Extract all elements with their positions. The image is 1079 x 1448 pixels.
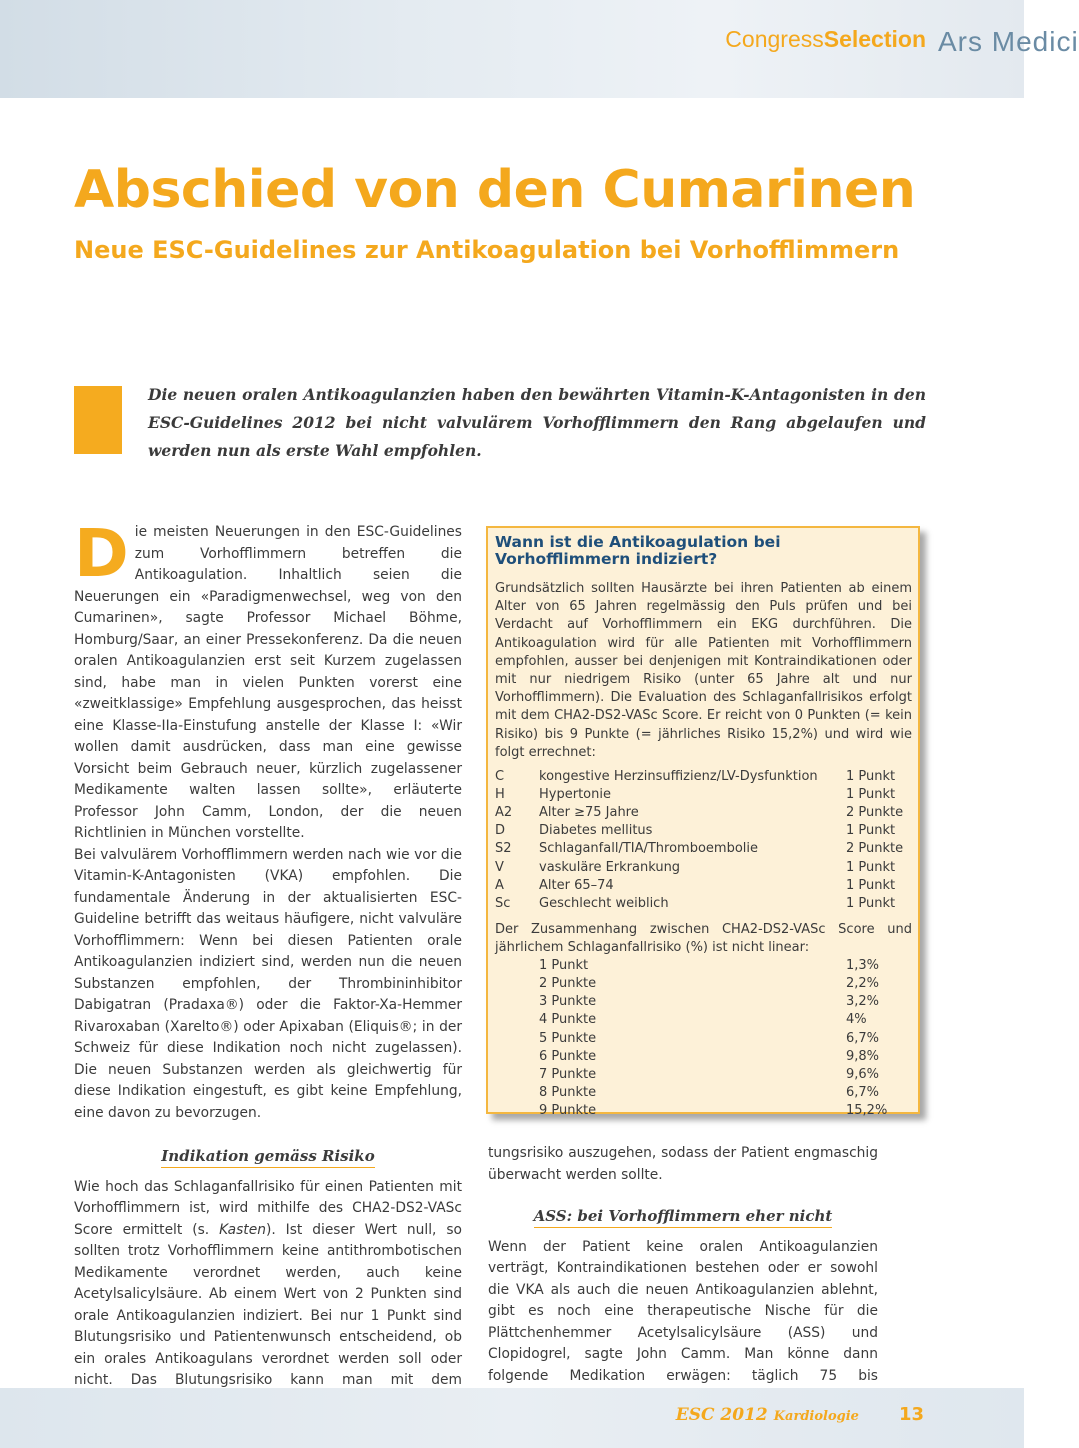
p3-kasten-ref: Kasten [219,1221,266,1238]
article-subtitle: Neue ESC-Guidelines zur Antikoagulation bei Vorhofflimmern [74,236,900,264]
score-key: H [495,787,505,803]
subhead-indikation: Indikation gemäss Risiko [161,1146,374,1168]
subhead-ass: ASS: bei Vorhofflimmern eher nicht [534,1206,833,1228]
risk-indent [495,1102,539,1120]
risk-value: 2,2% [846,976,880,992]
risk-points: 5 Punkte [539,1030,597,1046]
risk-points: 4 Punkte [539,1012,597,1028]
risk-points: 3 Punkte [539,994,597,1010]
score-row [495,786,903,804]
paragraph-2: Bei valvulärem Vorhofflimmern werden nach wie vor die Vitamin-K-Antagonisten (VKA) empfohlen. Die fundamentale Änderung in der aktualisierten ESC-Guideline betrifft das weitaus häufigere, nicht valvuläre Vorhofflimmern: Wenn bei diesen Patienten orale Antikoagulanzien indiziert sind, werden nun die neuen Substanzen empfohlen, der Thrombininhibitor Dabigatran (Pradaxa®) oder die Faktor-Xa-Hemmer Rivaroxaban (Xarelto®) oder Apixaban (Eliquis®; in der Schweiz für diese Indikation noch nicht zugelassen). Die neuen Substanzen werden als gleichwertig für diese Indikation eingestuft, es gibt keine Empfehlung, eine davon zu bevorzugen. [74,846,462,1121]
box-intro: Grundsätzlich sollten Hausärzte bei ihren Patienten ab einem Alter von 65 Jahren regelmässig den Puls prüfen und bei Verdacht auf Vorhofflimmern ein EKG durchführen. Die Antikoagulation wird für alle Patienten mit Vorhofflimmern empfohlen, ausser bei denjenigen mit Kontraindikationen oder mit nur niedrigem Risiko (unter 65 Jahre alt und nur Vorhofflimmern). Die Evaluation des Schlaganfallrisikos erfolgt mit dem CHA2-DS2-VASc Score. Er reicht von 0 Punkten (= kein Risiko) bis 9 Punkte (= jährliches Risiko 15,2%) und wird wie folgt errechnet: [495,581,912,760]
risk-indent [495,993,539,1011]
p3-text-b: ). Ist dieser Wert null, so sollten trotz Vorhofflimmern keine antithrombotischen Medikamente verordnet werden, auch keine Acetylsalicylsäure. Ab einem Wert von 2 Punkten sind orale Antikoagulanzien indiziert. Bei nur 1 Punkt sind Blutungsrisiko und Patientenwunsch entscheidend, ob ein orales Antikoagulans verordnet werden soll oder nicht. Das Blutungsrisiko kann man mit dem [74,1221,462,1388]
risk-row [495,1066,887,1084]
score-table [495,768,903,913]
risk-value: 9,8% [846,1048,880,1064]
score-desc: vaskuläre Erkrankung [539,859,681,875]
risk-indent [495,1084,539,1102]
score-row [495,895,903,913]
score-points: 2 Punkte [846,805,904,821]
risk-value: 9,6% [846,1066,880,1082]
page-number: 13 [898,1404,924,1425]
info-box [486,526,920,1118]
risk-row [495,993,887,1011]
score-points: 1 Punkt [846,769,896,785]
score-desc: Schlaganfall/TIA/Thromboembolie [539,841,759,857]
risk-value: 3,2% [846,994,880,1010]
risk-points: 2 Punkte [539,976,597,992]
score-desc: Diabetes mellitus [539,823,653,839]
score-points: 2 Punkte [846,841,904,857]
article-lead: Die neuen oralen Antikoagulanzien haben den bewährten Vitamin-K-Antagonisten in den ESC-Guidelines 2012 bei nicht valvulärem Vorhofflimmern den Rang abgelaufen und werden nun als erste Wahl empfohlen. [148,385,926,460]
risk-row [495,1084,887,1102]
risk-row [495,957,887,975]
score-key: A2 [495,805,513,821]
box-title: Wann ist die Antikoagulation bei Vorhofflimmern indiziert? [495,533,781,568]
article-title: Abschied von den Cumarinen [74,160,916,220]
risk-row [495,1102,887,1120]
score-desc: Hypertonie [539,787,611,803]
risk-row [495,975,887,993]
score-points: 1 Punkt [846,895,896,911]
magazine-logo: Ars Medici [938,26,1079,57]
score-row [495,840,903,858]
score-desc: Alter 65–74 [539,877,614,893]
drop-cap: D [74,515,129,592]
risk-table [495,957,887,1120]
footer-esc: ESC 2012 [675,1405,768,1425]
p3-text-a: Wie hoch das Schlaganfallrisiko für einen Patienten mit Vorhofflimmern ist, wird mithilfe des CHA2-DS2-VASc Score ermittelt (s. [74,1178,462,1238]
page-footer [676,1404,924,1425]
box-relation-text: Der Zusammenhang zwischen CHA2-DS2-VASc Score und jährlichem Schlaganfallrisiko (%) ist nicht linear: [495,921,912,955]
column-right [488,1143,878,1387]
paragraph-5: Wenn der Patient keine oralen Antikoagulanzien verträgt, Kontraindikationen bestehen oder er sowohl die VKA als auch die neuen Antikoagulanzien ablehnt, gibt es noch eine therapeutische Nische für die Plättchenhemmer Acetylsalicylsäure (ASS) und Clopidogrel, sagte John Camm. Man könne dann folgende Medikation erwägen: täglich 75 bis [488,1238,878,1384]
brand-selection: Selection [823,26,926,52]
risk-value: 6,7% [846,1030,880,1046]
score-points: 1 Punkt [846,823,896,839]
risk-indent [495,957,539,975]
score-key: A [495,877,504,893]
risk-points: 1 Punkt [539,958,589,974]
brand-congress: Congress [725,26,824,52]
header-brand [725,26,1079,60]
score-key: D [495,823,506,839]
score-row [495,768,903,786]
risk-row [495,1048,887,1066]
risk-points: 7 Punkte [539,1066,597,1082]
risk-indent [495,1048,539,1066]
risk-value: 4% [846,1012,867,1028]
score-key: C [495,769,505,785]
score-row [495,859,903,877]
footer-section: Kardiologie [773,1409,859,1424]
score-desc: Geschlecht weiblich [539,895,669,911]
risk-row [495,1030,887,1048]
risk-value: 15,2% [846,1102,888,1118]
score-row [495,877,903,895]
paragraph-4: tungsrisiko auszugehen, sodass der Patient engmaschig überwacht werden sollte. [488,1145,878,1183]
risk-value: 6,7% [846,1084,880,1100]
risk-row [495,1011,887,1029]
score-points: 1 Punkt [846,787,896,803]
score-points: 1 Punkt [846,859,896,875]
score-key: Sc [495,895,511,911]
score-desc: kongestive Herzinsuffizienz/LV-Dysfunktion [539,769,818,785]
risk-indent [495,1011,539,1029]
risk-indent [495,1066,539,1084]
risk-points: 6 Punkte [539,1048,597,1064]
risk-indent [495,1030,539,1048]
subhead-2-wrap [488,1206,878,1229]
risk-value: 1,3% [846,958,880,974]
subhead-1-wrap [74,1146,462,1169]
risk-points: 8 Punkte [539,1084,597,1100]
score-points: 1 Punkt [846,877,896,893]
score-desc: Alter ≥75 Jahre [539,805,639,821]
risk-points: 9 Punkte [539,1102,597,1118]
score-row [495,804,903,822]
score-row [495,822,903,840]
paragraph-intro [74,515,462,845]
score-key: V [495,859,504,875]
risk-indent [495,975,539,993]
column-left [74,515,462,1435]
score-key: S2 [495,841,512,857]
paragraph-1-text: ie meisten Neuerungen in den ESC-Guidelines zum Vorhofflimmern betreffen die Antikoagulation. Inhaltlich seien die Neuerungen ein «Paradigmenwechsel, weg von den Cumarinen», sagte Professor Michael Böhme, Homburg/Saar, an einer Pressekonferenz. Da die neuen oralen Antikoagulanzien erst seit Kurzem zugelassen sind, habe man in vielen Punkten vorerst eine «zweitklassige» Empfehlung ausgesprochen, das heisst eine Klasse-IIa-Einstufung anstelle der Klasse I: «Wir wollen damit ausdrücken, dass man eine gewisse Vorsicht beim Gebrauch neuer, kürzlich zugelassener Medikamente walten lassen sollte», erläuterte Professor John Camm, London, der die neuen Richtlinien in München vorstellte. [74,524,462,841]
lead-marker [74,386,122,454]
